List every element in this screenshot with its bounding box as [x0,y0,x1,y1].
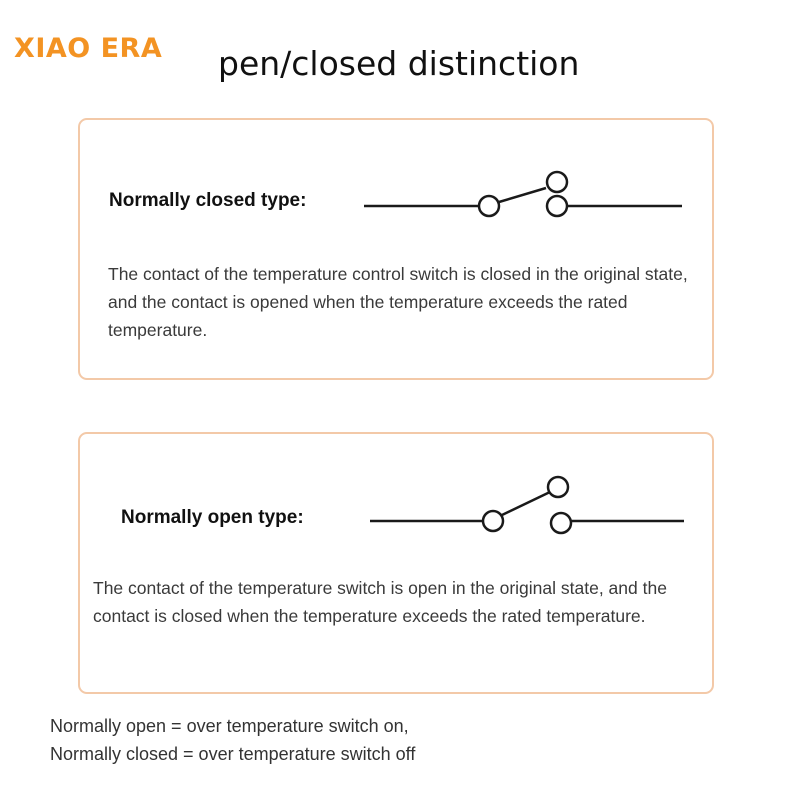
brand-logo: XIAO ERA [14,33,163,64]
normally-open-description: The contact of the temperature switch is open in the original state, and the contact is closed when the temperature exceeds the rated temperature. [93,578,667,626]
page-title: pen/closed distinction [218,44,580,83]
summary-line-open: Normally open = over temperature switch on, [50,716,409,736]
normally-open-card [78,432,714,694]
normally-closed-label: Normally closed type: [109,190,307,211]
normally-closed-card [78,118,714,380]
normally-open-switch-icon [370,472,690,542]
summary-note [50,712,415,768]
normally-closed-description: The contact of the temperature control switch is closed in the original state, and the contact is opened when the temperature exceeds the rated temperature. [108,264,688,340]
normally-open-label: Normally open type: [121,507,304,528]
summary-line-closed: Normally closed = over temperature switch off [50,744,416,764]
normally-closed-switch-icon [364,166,684,226]
